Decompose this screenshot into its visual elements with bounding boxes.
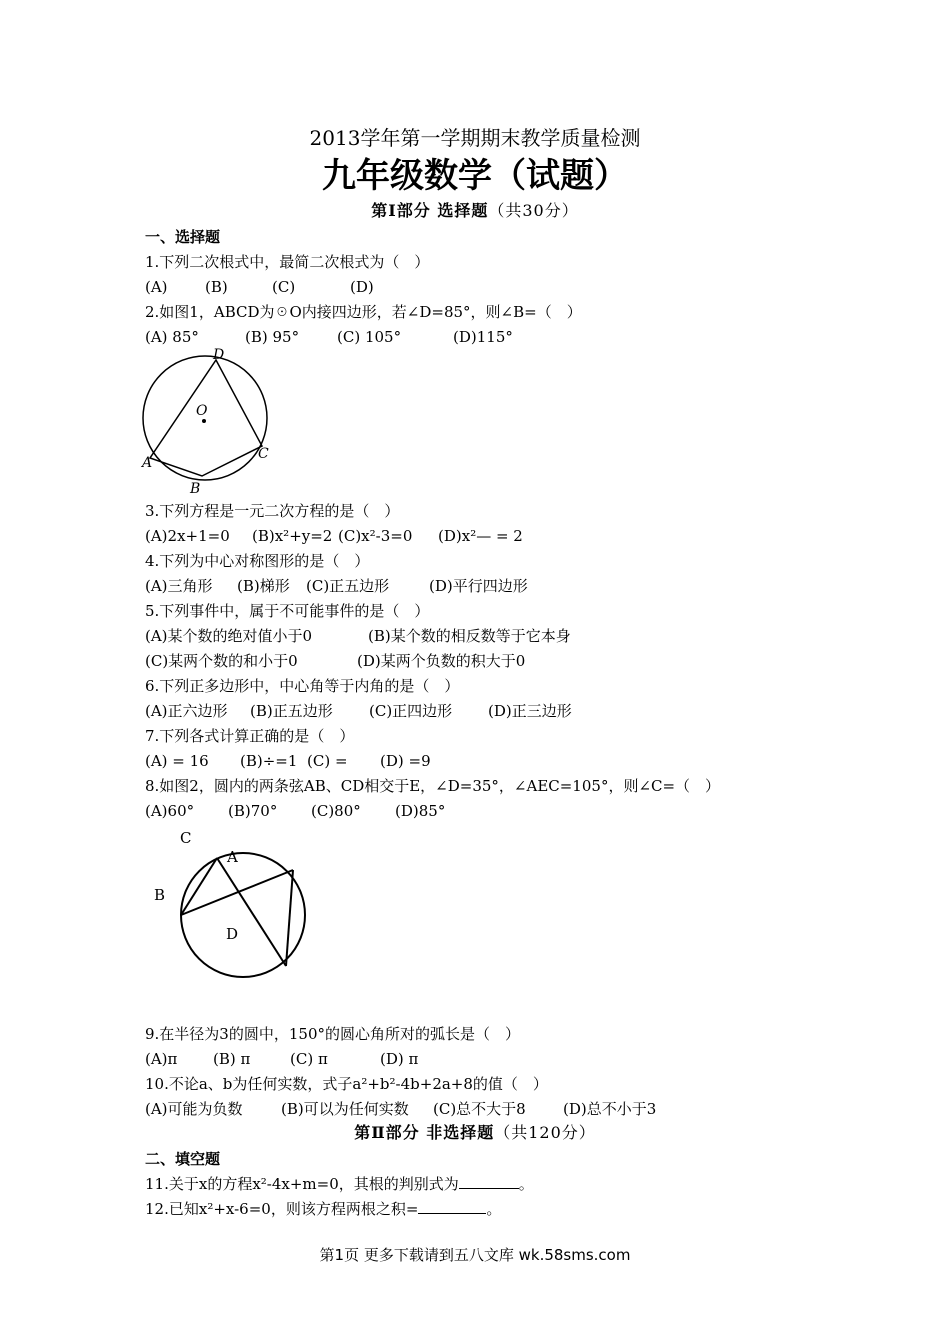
q3-option-a: (A)2x+1=0 — [145, 527, 230, 545]
label-o: O — [196, 403, 208, 419]
q2-option-b: (B) 95° — [245, 328, 300, 346]
q12-text: 12.已知x²+x-6=0，则该方程两根之积= — [145, 1200, 419, 1218]
q5-option-a: (A)某个数的绝对值小于0 — [145, 627, 313, 645]
q6-option-b: (B)正五边形 — [250, 702, 333, 720]
q6-stem: 6.下列正多边形中，中心角等于内角的是（ ） — [145, 677, 460, 695]
q6-option-d: (D)正三边形 — [488, 702, 572, 720]
label-b: B — [190, 481, 201, 497]
q4-option-b: (B)梯形 — [237, 577, 290, 595]
q11-line — [145, 1174, 534, 1194]
q5-stem: 5.下列事件中，属于不可能事件的是（ ） — [145, 602, 430, 620]
q4-option-a: (A)三角形 — [145, 577, 213, 595]
figure-2-circle-chords — [145, 825, 320, 980]
q7-stem: 7.下列各式计算正确的是（ ） — [145, 727, 355, 745]
q1-option-b: (B) — [205, 278, 228, 296]
q5-option-d: (D)某两个负数的积大于0 — [357, 652, 526, 670]
q12-answer-blank[interactable] — [418, 1199, 486, 1214]
q9-option-d: (D) π — [380, 1050, 419, 1068]
center-point-o — [202, 419, 206, 423]
label-a: A — [142, 455, 153, 471]
chord-ab — [181, 870, 293, 915]
q4-stem: 4.下列为中心对称图形的是（ ） — [145, 552, 370, 570]
q11-answer-blank[interactable] — [459, 1174, 519, 1189]
label-d: D — [226, 925, 239, 943]
q1-option-d: (D) — [350, 278, 374, 296]
part1-points: （共30分） — [488, 201, 579, 220]
label-d: D — [213, 347, 225, 363]
q8-stem: 8.如图2，圆内的两条弦AB、CD相交于E，∠D=35°，∠AEC=105°，则∠C=（ ） — [145, 777, 721, 795]
part1-heading — [0, 200, 950, 222]
q9-option-a: (A)π — [145, 1050, 178, 1068]
q8-option-c: (C)80° — [311, 802, 361, 820]
q7-option-b: (B)÷=1 — [240, 752, 298, 770]
q10-stem: 10.不论a、b为任何实数，式子a²+b²-4b+2a+8的值（ ） — [145, 1075, 548, 1093]
q11-text: 11.关于x的方程x²-4x+m=0，其根的判别式为 — [145, 1175, 459, 1193]
q3-stem: 3.下列方程是一元二次方程的是（ ） — [145, 502, 400, 520]
q12-line — [145, 1199, 501, 1219]
q6-option-c: (C)正四边形 — [369, 702, 453, 720]
q1-option-a: (A) — [145, 278, 168, 296]
q1-stem: 1.下列二次根式中，最简二次根式为（ ） — [145, 253, 430, 271]
label-b: B — [154, 886, 166, 904]
q9-option-b: (B) π — [213, 1050, 251, 1068]
q1-option-c: (C) — [272, 278, 296, 296]
q3-option-d: (D)x²— = 2 — [438, 527, 523, 545]
section2-heading: 二、填空题 — [145, 1150, 221, 1168]
part1-label: 第Ⅰ部分 选择题 — [371, 201, 489, 220]
q8-option-d: (D)85° — [395, 802, 446, 820]
q9-option-c: (C) π — [290, 1050, 328, 1068]
part2-label: 第Ⅱ部分 非选择题 — [354, 1123, 495, 1142]
label-c: C — [258, 446, 269, 462]
q2-stem: 2.如图1，ABCD为☉O内接四边形，若∠D=85°，则∠B=（ ） — [145, 303, 582, 321]
exam-title: 九年级数学（试题） — [322, 156, 628, 196]
chord-cd — [217, 858, 286, 966]
q10-option-b: (B)可以为任何实数 — [281, 1100, 409, 1118]
q11-end: 。 — [518, 1175, 534, 1193]
q5-option-c: (C)某两个数的和小于0 — [145, 652, 298, 670]
exam-subtitle: 2013学年第一学期期末教学质量检测 — [309, 126, 641, 150]
q7-option-a: (A) = 16 — [145, 752, 209, 770]
q5-option-b: (B)某个数的相反数等于它本身 — [368, 627, 571, 645]
q8-option-b: (B)70° — [228, 802, 278, 820]
q8-option-a: (A)60° — [145, 802, 195, 820]
q7-option-c: (C) = — [307, 752, 348, 770]
figure-1-circle-quadrilateral — [138, 343, 278, 498]
q2-option-d: (D)115° — [453, 328, 513, 346]
label-a: A — [227, 848, 238, 866]
q2-option-c: (C) 105° — [337, 328, 402, 346]
q3-option-c: (C)x²-3=0 — [338, 527, 413, 545]
q10-option-c: (C)总不大于8 — [433, 1100, 526, 1118]
q10-option-a: (A)可能为负数 — [145, 1100, 243, 1118]
part2-points: （共120分） — [494, 1123, 596, 1142]
q4-option-c: (C)正五边形 — [306, 577, 390, 595]
q2-option-a: (A) 85° — [145, 328, 199, 346]
q7-option-d: (D) =9 — [380, 752, 431, 770]
q3-option-b: (B)x²+y=2 — [252, 527, 333, 545]
part2-heading — [0, 1122, 950, 1144]
q9-stem: 9.在半径为3的圆中，150°的圆心角所对的弧长是（ ） — [145, 1025, 520, 1043]
label-c: C — [180, 829, 192, 847]
q4-option-d: (D)平行四边形 — [429, 577, 528, 595]
section1-heading: 一、选择题 — [145, 228, 221, 246]
page-footer: 第1页 更多下载请到五八文库 wk.58sms.com — [319, 1246, 631, 1264]
q6-option-a: (A)正六边形 — [145, 702, 228, 720]
q12-end: 。 — [486, 1200, 502, 1218]
segment-bc — [181, 858, 217, 915]
q10-option-d: (D)总不小于3 — [563, 1100, 657, 1118]
